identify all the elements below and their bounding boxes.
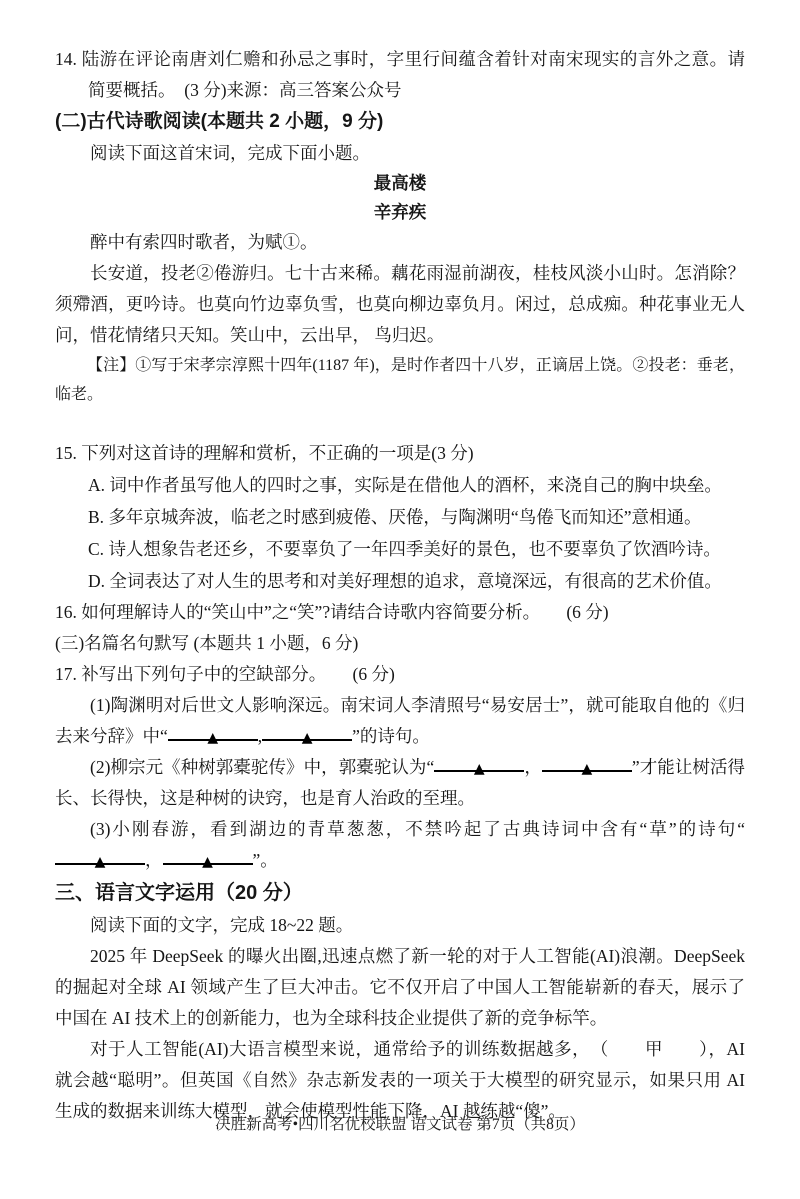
language-intro: 阅读下面的文字，完成 18~22 题。 bbox=[90, 915, 354, 935]
question-15-option-c bbox=[55, 533, 745, 565]
triangle-placeholder: ▲ bbox=[94, 854, 106, 870]
question-16 bbox=[55, 597, 745, 628]
answer-blank bbox=[434, 752, 524, 777]
question-17-item-3 bbox=[55, 814, 745, 876]
question-14-number: 14. bbox=[55, 49, 77, 69]
question-15-option-a bbox=[55, 469, 745, 501]
question-15-number: 15. bbox=[55, 443, 77, 463]
item-2-post-text: ”才能让树活得长、长得快，这是种树的诀窍，也是育人治政的至理。 bbox=[55, 757, 746, 808]
option-c-label: C. bbox=[88, 539, 105, 559]
option-a-text: 词中作者虽写他人的四时之事，实际是在借他人的酒杯，来浇自己的胸中块垒。 bbox=[109, 475, 722, 495]
poem-preface: 醉中有索四时歌者，为赋①。 bbox=[90, 232, 318, 252]
page-footer: 决胜新高考•四川名优校联盟 语文试卷 第7页（共8页） bbox=[215, 1116, 585, 1133]
option-a-label: A. bbox=[88, 475, 106, 495]
triangle-placeholder: ▲ bbox=[202, 854, 213, 870]
question-17-stem-text: 补写出下列句子中的空缺部分。 (6 分) bbox=[81, 664, 395, 684]
section-2-heading: (二)古代诗歌阅读(本题共 2 小题，9 分) bbox=[55, 111, 384, 132]
item-1-post-text: ”的诗句。 bbox=[352, 726, 430, 746]
language-paragraph-1: 2025 年 DeepSeek 的曝火出圈,迅速点燃了新一轮的对于人工智能(AI)浪潮。DeepSeek 的掘起对全球 AI 领域产生了巨大冲击。它不仅开启了中国人工智能崭新的春天，展示了中国在 AI 技术上的创新能力，也为全球科技企业提供了新的竞争标竿。 bbox=[55, 946, 745, 1028]
option-b-label: B. bbox=[88, 507, 105, 527]
question-16-number: 16. bbox=[55, 602, 77, 622]
question-14 bbox=[55, 44, 745, 106]
triangle-placeholder: ▲ bbox=[301, 730, 313, 746]
option-b-text: 多年京城奔波，临老之时感到疲倦、厌倦，与陶渊明“鸟倦飞而知还”意相通。 bbox=[108, 507, 702, 527]
question-17-stem bbox=[55, 659, 745, 690]
item-1-pre-text: (1)陶渊明对后世文人影响深远。南宋词人李清照号“易安居士”，就可能取自他的《归去来兮辞》中“ bbox=[55, 695, 745, 746]
question-15-stem-text: 下列对这首诗的理解和赏析，不正确的一项是(3 分) bbox=[81, 443, 474, 463]
question-15-option-d bbox=[55, 565, 745, 597]
triangle-placeholder: ▲ bbox=[207, 730, 219, 746]
item-3-pre-text: (3)小刚春游，看到湖边的青草葱葱，不禁吟起了古典诗词中含有“草”的诗句“ bbox=[90, 819, 745, 839]
option-c-text: 诗人想象告老还乡，不要辜负了一年四季美好的景色，也不要辜负了饮酒吟诗。 bbox=[108, 539, 721, 559]
item-2-separator: ， bbox=[524, 757, 542, 777]
answer-blank bbox=[163, 845, 253, 870]
section-3-heading: (三)名篇名句默写 (本题共 1 小题，6 分) bbox=[55, 633, 359, 653]
answer-blank bbox=[262, 721, 352, 746]
item-3-separator: ， bbox=[145, 850, 163, 870]
question-17-number: 17. bbox=[55, 664, 77, 684]
poem-note: 【注】①写于宋孝宗淳熙十四年(1187 年)，是时作者四十八岁，正谪居上饶。②投老：垂老，临老。 bbox=[55, 357, 745, 403]
triangle-placeholder: ▲ bbox=[581, 761, 593, 777]
question-15-stem bbox=[55, 437, 745, 469]
item-2-pre-text: (2)柳宗元《种树郭橐驼传》中，郭橐驼认为“ bbox=[90, 757, 435, 777]
poem-intro: 阅读下面这首宋词，完成下面小题。 bbox=[90, 143, 370, 163]
question-17-item-1 bbox=[55, 690, 745, 752]
question-16-text: 如何理解诗人的“笑山中”之“笑”?请结合诗歌内容简要分析。 (6 分) bbox=[81, 602, 609, 622]
poem-body: 长安道，投老②倦游归。七十古来稀。藕花雨湿前湖夜，桂枝风淡小山时。怎消除？须殢酒，更吟诗。也莫向竹边辜负雪，也莫向柳边辜负月。闲过，总成痴。种花事业无人问，惜花情绪只天知。笑山中，云出早， 鸟归迟。 bbox=[55, 263, 745, 345]
question-17-item-2 bbox=[55, 752, 745, 814]
answer-blank bbox=[55, 845, 145, 870]
question-15-option-b bbox=[55, 501, 745, 533]
language-paragraph-2: 对于人工智能(AI)大语言模型来说，通常给予的训练数据越多， （ 甲 ），AI 就会越“聪明”。但英国《自然》杂志新发表的一项关于大模型的研究显示，如果只用 AI 生成的数据来训练大模型，就会使模型性能下降，AI 越练越“傻”。 bbox=[55, 1039, 745, 1121]
item-3-post-text: ”。 bbox=[252, 850, 278, 870]
answer-blank bbox=[168, 721, 258, 746]
poem-author: 辛弃疾 bbox=[373, 202, 427, 222]
item-1-separator: , bbox=[257, 726, 263, 746]
option-d-label: D. bbox=[88, 571, 106, 591]
section-language-heading: 三、语言文字运用（20 分） bbox=[55, 882, 303, 904]
option-d-text: 全词表达了对人生的思考和对美好理想的追求，意境深远，有很高的艺术价值。 bbox=[109, 571, 722, 591]
question-15 bbox=[55, 437, 745, 597]
question-14-text: 陆游在评论南唐刘仁赡和孙忌之事时，字里行间蕴含着针对南宋现实的言外之意。请简要概括。 (3 分)来源：高三答案公众号 bbox=[81, 49, 746, 100]
answer-blank bbox=[542, 752, 632, 777]
triangle-placeholder: ▲ bbox=[473, 761, 485, 777]
poem-title: 最高楼 bbox=[373, 173, 427, 193]
vertical-gap bbox=[55, 409, 745, 437]
